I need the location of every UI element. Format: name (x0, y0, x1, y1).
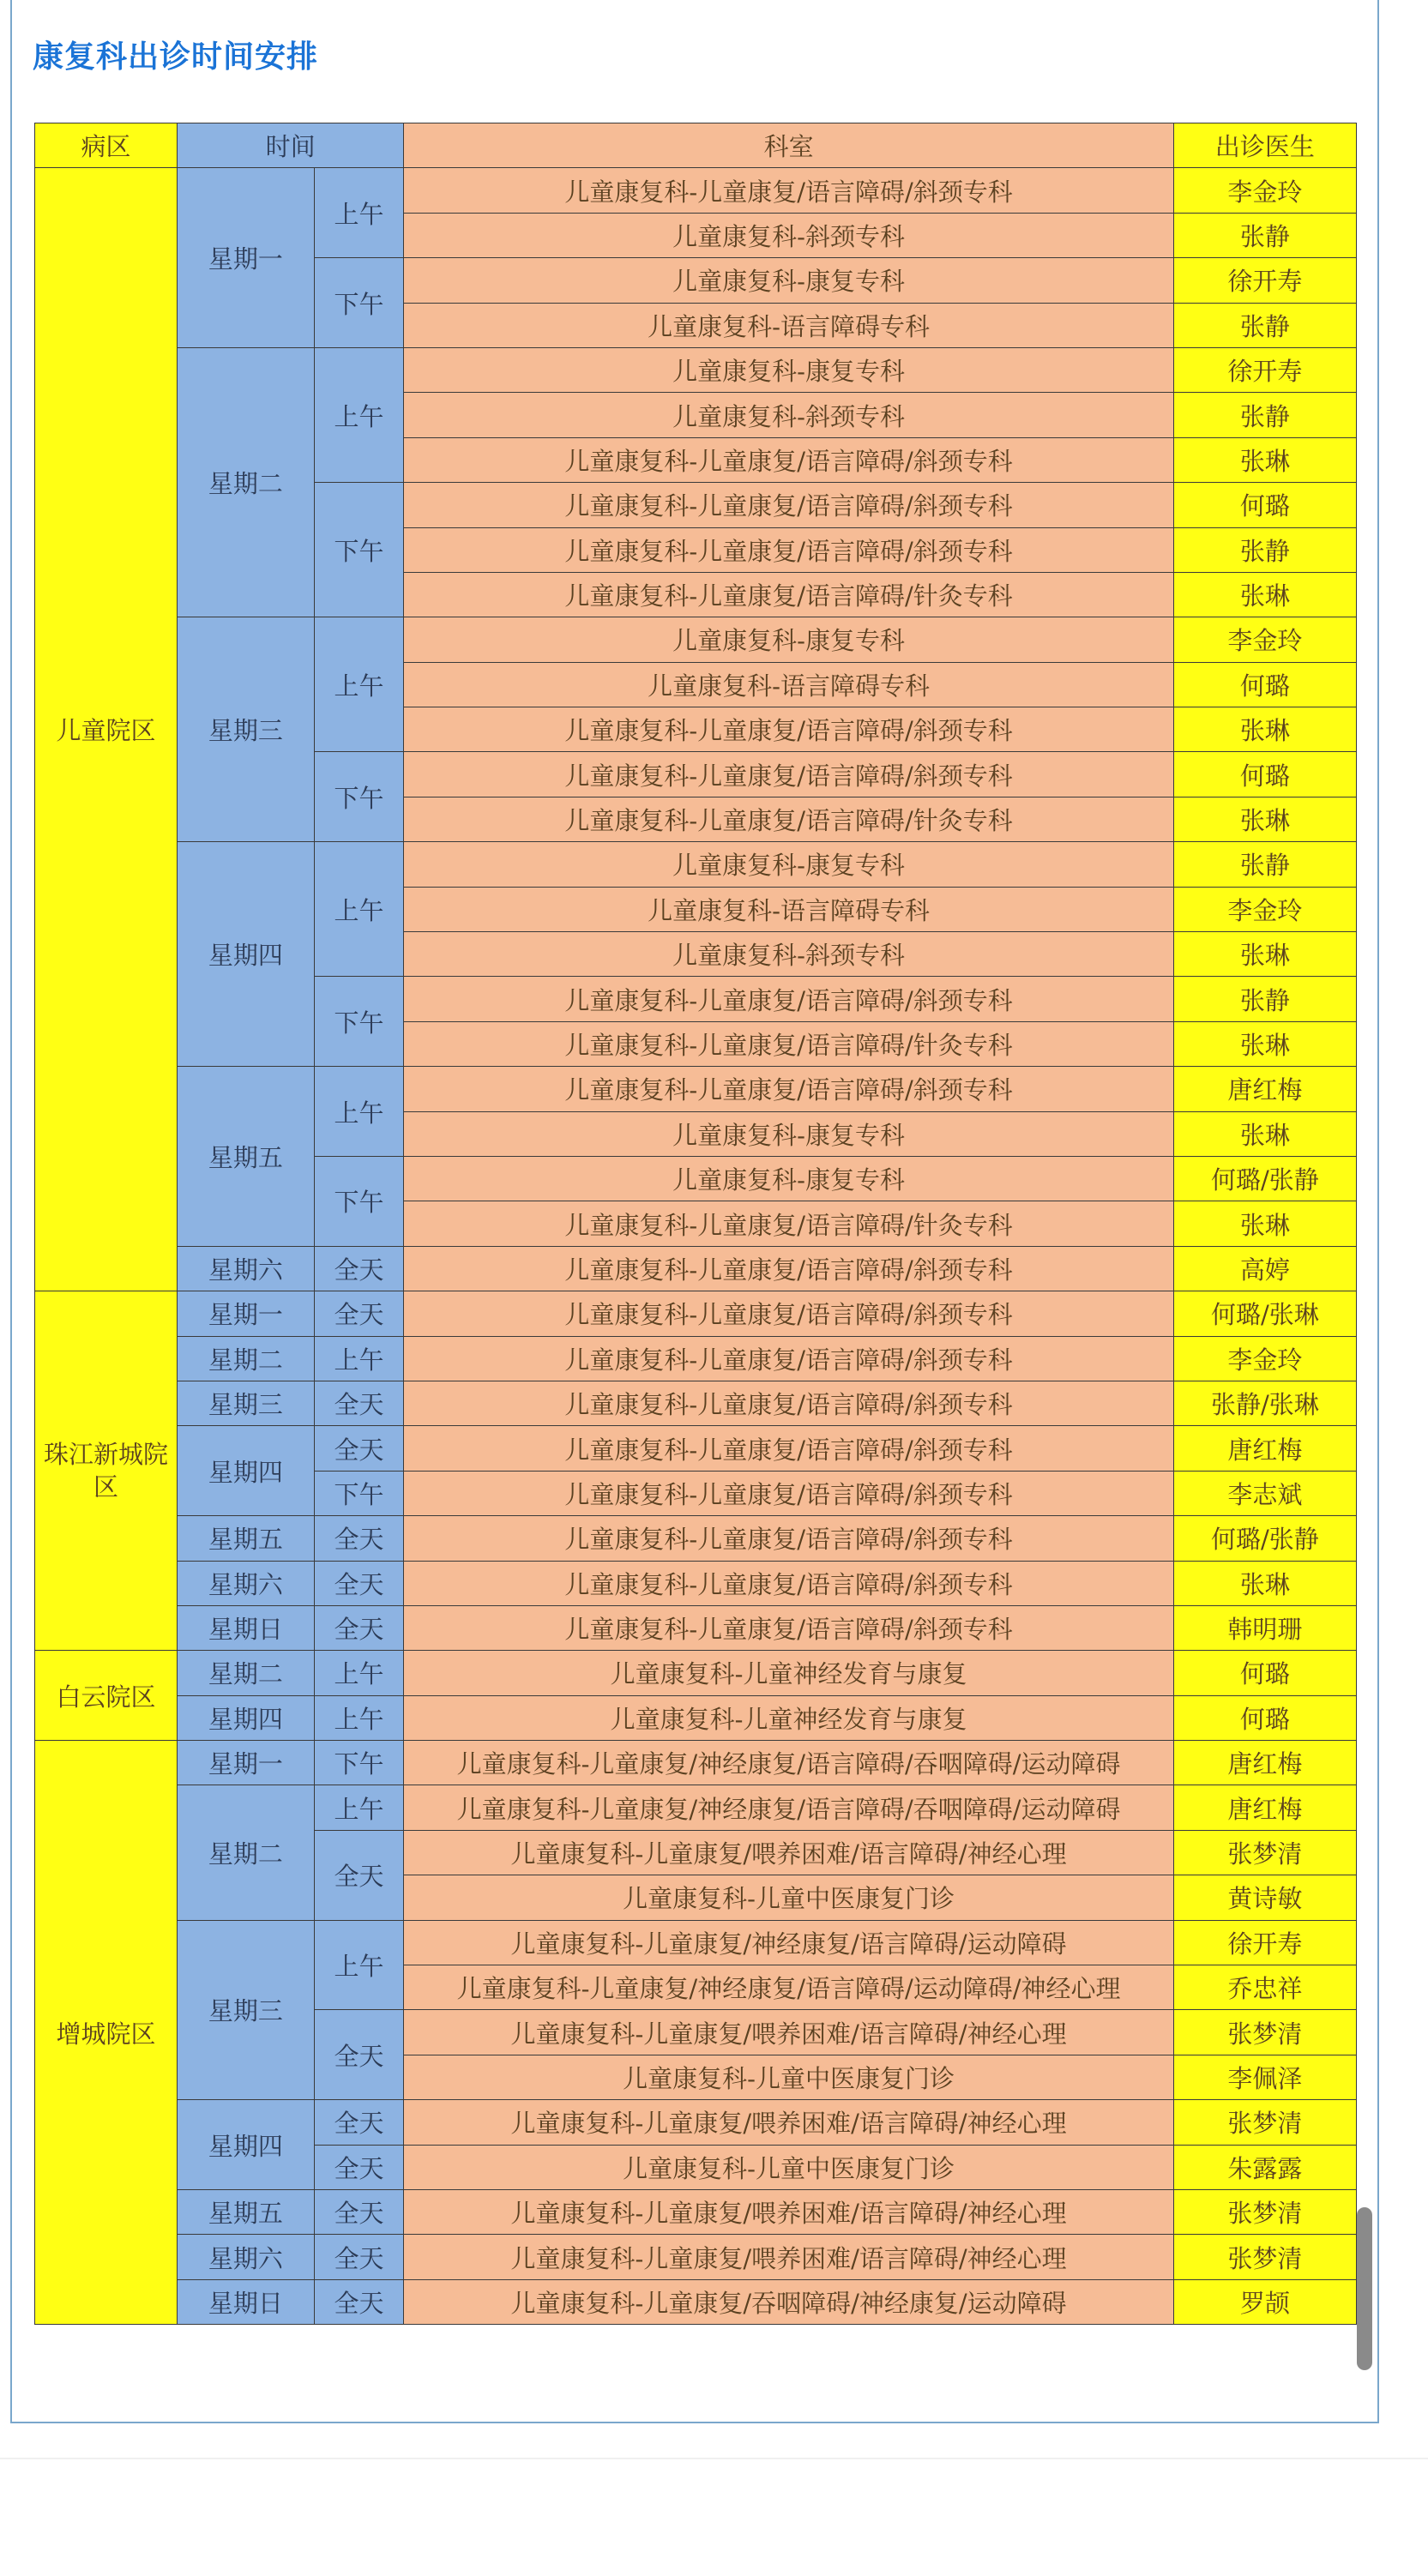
department-cell: 儿童康复科-儿童康复/喂养困难/语言障碍/神经心理 (404, 2100, 1174, 2145)
department-cell: 儿童康复科-儿童康复/语言障碍/斜颈专科 (404, 527, 1174, 572)
table-row (35, 1516, 1357, 1561)
doctor-cell: 韩明珊 (1173, 1605, 1356, 1650)
period-cell: 上午 (314, 1785, 404, 1830)
department-cell: 儿童康复科-儿童康复/语言障碍/斜颈专科 (404, 752, 1174, 797)
period-cell: 上午 (314, 842, 404, 977)
campus-cell: 儿童院区 (35, 168, 178, 1291)
table-row (35, 347, 1357, 392)
weekday-cell: 星期二 (177, 1651, 314, 1695)
doctor-cell: 何璐 (1173, 1695, 1356, 1740)
department-cell: 儿童康复科-儿童康复/吞咽障碍/神经康复/运动障碍 (404, 2279, 1174, 2324)
schedule-body (35, 168, 1357, 2325)
table-row (35, 842, 1357, 887)
table-row (35, 2235, 1357, 2279)
table-row (35, 1920, 1357, 1965)
doctor-cell: 张梦清 (1173, 2100, 1356, 2145)
doctor-cell: 唐红梅 (1173, 1067, 1356, 1111)
department-cell: 儿童康复科-康复专科 (404, 617, 1174, 662)
table-row (35, 1381, 1357, 1425)
doctor-cell: 张静 (1173, 527, 1356, 572)
weekday-cell: 星期六 (177, 1561, 314, 1605)
doctor-cell: 张琳 (1173, 1111, 1356, 1156)
weekday-cell: 星期一 (177, 1741, 314, 1785)
department-cell: 儿童康复科-儿童康复/喂养困难/语言障碍/神经心理 (404, 2189, 1174, 2234)
department-cell: 儿童康复科-儿童康复/语言障碍/斜颈专科 (404, 1291, 1174, 1336)
campus-cell: 白云院区 (35, 1651, 178, 1741)
doctor-cell: 黄诗敏 (1173, 1875, 1356, 1920)
doctor-cell: 李金玲 (1173, 168, 1356, 213)
department-cell: 儿童康复科-儿童康复/喂养困难/语言障碍/神经心理 (404, 1830, 1174, 1875)
period-cell: 全天 (314, 2279, 404, 2324)
table-row (35, 1785, 1357, 1830)
page-title: 康复科出诊时间安排 (33, 39, 319, 75)
department-cell: 儿童康复科-儿童神经发育与康复 (404, 1695, 1174, 1740)
department-cell: 儿童康复科-儿童中医康复门诊 (404, 2055, 1174, 2099)
header-doctor: 出诊医生 (1173, 123, 1356, 168)
schedule-table-wrapper (34, 123, 1357, 2325)
department-cell: 儿童康复科-康复专科 (404, 347, 1174, 392)
table-row (35, 1291, 1357, 1336)
department-cell: 儿童康复科-语言障碍专科 (404, 662, 1174, 707)
table-row (35, 1651, 1357, 1695)
department-cell: 儿童康复科-语言障碍专科 (404, 887, 1174, 931)
doctor-cell: 李金玲 (1173, 1336, 1356, 1381)
bottom-divider (0, 2458, 1428, 2459)
weekday-cell: 星期五 (177, 1067, 314, 1247)
doctor-cell: 徐开寿 (1173, 347, 1356, 392)
department-cell: 儿童康复科-儿童康复/喂养困难/语言障碍/神经心理 (404, 2235, 1174, 2279)
period-cell: 全天 (314, 1516, 404, 1561)
weekday-cell: 星期一 (177, 1291, 314, 1336)
period-cell: 上午 (314, 347, 404, 482)
header-area: 病区 (35, 123, 178, 168)
doctor-cell: 张琳 (1173, 932, 1356, 977)
weekday-cell: 星期日 (177, 2279, 314, 2324)
department-cell: 儿童康复科-儿童康复/语言障碍/斜颈专科 (404, 483, 1174, 527)
department-cell: 儿童康复科-儿童康复/语言障碍/斜颈专科 (404, 168, 1174, 213)
weekday-cell: 星期四 (177, 842, 314, 1067)
table-row (35, 2189, 1357, 2234)
table-row (35, 1695, 1357, 1740)
department-cell: 儿童康复科-康复专科 (404, 1156, 1174, 1201)
department-cell: 儿童康复科-康复专科 (404, 258, 1174, 303)
doctor-cell: 何璐 (1173, 662, 1356, 707)
header-department: 科室 (404, 123, 1174, 168)
doctor-cell: 张梦清 (1173, 2189, 1356, 2234)
table-row (35, 617, 1357, 662)
scrollbar-thumb[interactable] (1357, 2207, 1372, 2370)
period-cell: 上午 (314, 1920, 404, 2010)
department-cell: 儿童康复科-斜颈专科 (404, 932, 1174, 977)
table-row (35, 1561, 1357, 1605)
table-row (35, 1336, 1357, 1381)
doctor-cell: 张琳 (1173, 797, 1356, 841)
header-time: 时间 (177, 123, 403, 168)
period-cell: 下午 (314, 258, 404, 348)
weekday-cell: 星期日 (177, 1605, 314, 1650)
department-cell: 儿童康复科-语言障碍专科 (404, 303, 1174, 347)
doctor-cell: 何璐 (1173, 1651, 1356, 1695)
doctor-cell: 李佩泽 (1173, 2055, 1356, 2099)
department-cell: 儿童康复科-儿童中医康复门诊 (404, 1875, 1174, 1920)
weekday-cell: 星期一 (177, 168, 314, 348)
doctor-cell: 唐红梅 (1173, 1426, 1356, 1471)
department-cell: 儿童康复科-斜颈专科 (404, 213, 1174, 257)
content-card (10, 0, 1379, 2423)
doctor-cell: 李金玲 (1173, 887, 1356, 931)
department-cell: 儿童康复科-儿童康复/语言障碍/斜颈专科 (404, 1246, 1174, 1291)
doctor-cell: 乔忠祥 (1173, 1965, 1356, 2010)
department-cell: 儿童康复科-儿童康复/神经康复/语言障碍/吞咽障碍/运动障碍 (404, 1741, 1174, 1785)
doctor-cell: 唐红梅 (1173, 1785, 1356, 1830)
doctor-cell: 何璐 (1173, 483, 1356, 527)
doctor-cell: 张静 (1173, 303, 1356, 347)
period-cell: 全天 (314, 2100, 404, 2145)
period-cell: 全天 (314, 1426, 404, 1471)
period-cell: 上午 (314, 1336, 404, 1381)
period-cell: 全天 (314, 2189, 404, 2234)
department-cell: 儿童康复科-儿童康复/语言障碍/斜颈专科 (404, 437, 1174, 482)
doctor-cell: 张静 (1173, 842, 1356, 887)
period-cell: 下午 (314, 977, 404, 1067)
department-cell: 儿童康复科-儿童中医康复门诊 (404, 2145, 1174, 2189)
department-cell: 儿童康复科-儿童康复/语言障碍/斜颈专科 (404, 1067, 1174, 1111)
period-cell: 全天 (314, 1561, 404, 1605)
period-cell: 全天 (314, 1291, 404, 1336)
doctor-cell: 罗颉 (1173, 2279, 1356, 2324)
weekday-cell: 星期六 (177, 1246, 314, 1291)
period-cell: 下午 (314, 1156, 404, 1246)
doctor-cell: 张梦清 (1173, 2235, 1356, 2279)
period-cell: 全天 (314, 2235, 404, 2279)
doctor-cell: 李志斌 (1173, 1471, 1356, 1515)
department-cell: 儿童康复科-儿童神经发育与康复 (404, 1651, 1174, 1695)
period-cell: 全天 (314, 1605, 404, 1650)
department-cell: 儿童康复科-儿童康复/语言障碍/针灸专科 (404, 797, 1174, 841)
department-cell: 儿童康复科-儿童康复/语言障碍/斜颈专科 (404, 977, 1174, 1021)
department-cell: 儿童康复科-儿童康复/语言障碍/斜颈专科 (404, 1426, 1174, 1471)
doctor-cell: 何璐/张静 (1173, 1156, 1356, 1201)
table-row (35, 1426, 1357, 1471)
doctor-cell: 唐红梅 (1173, 1741, 1356, 1785)
doctor-cell: 何璐 (1173, 752, 1356, 797)
department-cell: 儿童康复科-儿童康复/语言障碍/针灸专科 (404, 1021, 1174, 1066)
period-cell: 上午 (314, 1067, 404, 1157)
weekday-cell: 星期五 (177, 2189, 314, 2234)
table-row (35, 2279, 1357, 2324)
department-cell: 儿童康复科-儿童康复/语言障碍/斜颈专科 (404, 707, 1174, 752)
doctor-cell: 张琳 (1173, 572, 1356, 617)
period-cell: 全天 (314, 2010, 404, 2100)
weekday-cell: 星期二 (177, 1336, 314, 1381)
department-cell: 儿童康复科-康复专科 (404, 1111, 1174, 1156)
doctor-cell: 张静/张琳 (1173, 1381, 1356, 1425)
department-cell: 儿童康复科-儿童康复/喂养困难/语言障碍/神经心理 (404, 2010, 1174, 2055)
campus-cell: 增城院区 (35, 1741, 178, 2325)
doctor-cell: 张静 (1173, 213, 1356, 257)
period-cell: 上午 (314, 617, 404, 752)
doctor-cell: 张琳 (1173, 437, 1356, 482)
department-cell: 儿童康复科-儿童康复/语言障碍/斜颈专科 (404, 1381, 1174, 1425)
weekday-cell: 星期二 (177, 1785, 314, 1920)
doctor-cell: 徐开寿 (1173, 1920, 1356, 1965)
table-row (35, 1067, 1357, 1111)
schedule-table (34, 123, 1357, 2325)
period-cell: 下午 (314, 483, 404, 617)
period-cell: 上午 (314, 1651, 404, 1695)
period-cell: 上午 (314, 168, 404, 258)
doctor-cell: 高婷 (1173, 1246, 1356, 1291)
department-cell: 儿童康复科-儿童康复/语言障碍/斜颈专科 (404, 1605, 1174, 1650)
doctor-cell: 何璐/张静 (1173, 1516, 1356, 1561)
weekday-cell: 星期四 (177, 1695, 314, 1740)
department-cell: 儿童康复科-儿童康复/神经康复/语言障碍/吞咽障碍/运动障碍 (404, 1785, 1174, 1830)
campus-cell: 珠江新城院区 (35, 1291, 178, 1651)
weekday-cell: 星期六 (177, 2235, 314, 2279)
period-cell: 上午 (314, 1695, 404, 1740)
weekday-cell: 星期三 (177, 617, 314, 842)
table-row (35, 1741, 1357, 1785)
doctor-cell: 张梦清 (1173, 1830, 1356, 1875)
doctor-cell: 徐开寿 (1173, 258, 1356, 303)
department-cell: 儿童康复科-儿童康复/语言障碍/斜颈专科 (404, 1516, 1174, 1561)
doctor-cell: 李金玲 (1173, 617, 1356, 662)
table-row (35, 1246, 1357, 1291)
department-cell: 儿童康复科-康复专科 (404, 842, 1174, 887)
doctor-cell: 张静 (1173, 977, 1356, 1021)
weekday-cell: 星期三 (177, 1920, 314, 2100)
period-cell: 下午 (314, 752, 404, 842)
doctor-cell: 张梦清 (1173, 2010, 1356, 2055)
period-cell: 全天 (314, 1246, 404, 1291)
department-cell: 儿童康复科-儿童康复/神经康复/语言障碍/运动障碍 (404, 1920, 1174, 1965)
period-cell: 全天 (314, 1381, 404, 1425)
weekday-cell: 星期二 (177, 347, 314, 617)
doctor-cell: 张琳 (1173, 1201, 1356, 1246)
period-cell: 全天 (314, 2145, 404, 2189)
table-row (35, 168, 1357, 213)
weekday-cell: 星期五 (177, 1516, 314, 1561)
doctor-cell: 张琳 (1173, 1561, 1356, 1605)
department-cell: 儿童康复科-斜颈专科 (404, 393, 1174, 437)
period-cell: 下午 (314, 1471, 404, 1515)
doctor-cell: 张琳 (1173, 707, 1356, 752)
department-cell: 儿童康复科-儿童康复/语言障碍/针灸专科 (404, 572, 1174, 617)
weekday-cell: 星期四 (177, 1426, 314, 1516)
period-cell: 下午 (314, 1741, 404, 1785)
table-row (35, 1605, 1357, 1650)
department-cell: 儿童康复科-儿童康复/语言障碍/斜颈专科 (404, 1561, 1174, 1605)
department-cell: 儿童康复科-儿童康复/语言障碍/针灸专科 (404, 1201, 1174, 1246)
doctor-cell: 张琳 (1173, 1021, 1356, 1066)
department-cell: 儿童康复科-儿童康复/语言障碍/斜颈专科 (404, 1471, 1174, 1515)
table-row (35, 2100, 1357, 2145)
department-cell: 儿童康复科-儿童康复/语言障碍/斜颈专科 (404, 1336, 1174, 1381)
table-header-row (35, 123, 1357, 168)
doctor-cell: 朱露露 (1173, 2145, 1356, 2189)
doctor-cell: 张静 (1173, 393, 1356, 437)
weekday-cell: 星期四 (177, 2100, 314, 2190)
weekday-cell: 星期三 (177, 1381, 314, 1425)
period-cell: 全天 (314, 1830, 404, 1920)
doctor-cell: 何璐/张琳 (1173, 1291, 1356, 1336)
department-cell: 儿童康复科-儿童康复/神经康复/语言障碍/运动障碍/神经心理 (404, 1965, 1174, 2010)
